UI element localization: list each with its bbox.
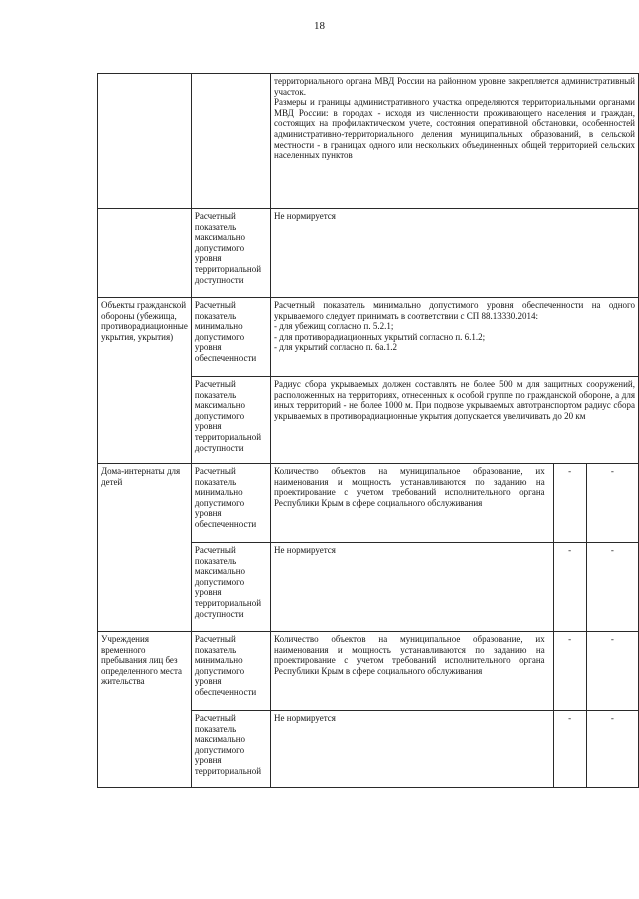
cell-indicator (191, 74, 270, 209)
cell-indicator: Расчетный показатель максимально допустимого уровня территориальной (191, 711, 270, 788)
cell-object-civil-defense: Объекты гражданской обороны (убежища, противорадиационные укрытия, укрытия) (98, 298, 192, 464)
cell-indicator: Расчетный показатель максимально допустимого уровня территориальной доступности (191, 377, 270, 464)
cell-dash: - (586, 711, 638, 788)
cell-value: Не нормируется (271, 711, 554, 788)
cell-dash: - (586, 543, 638, 632)
page-number: 18 (314, 20, 325, 32)
cell-object-temporary-shelters: Учреждения временного пребывания лиц без определенного места жительства (98, 632, 192, 788)
table-row (98, 74, 639, 209)
cell-dash: - (553, 711, 586, 788)
cell-dash: - (553, 632, 586, 711)
cell-object (98, 209, 192, 298)
cell-dash: - (586, 632, 638, 711)
norms-table (97, 73, 639, 788)
cell-indicator: Расчетный показатель максимально допустимого уровня территориальной доступности (191, 543, 270, 632)
cell-indicator: Расчетный показатель минимально допустимого уровня обеспеченности (191, 464, 270, 543)
cell-value: Не нормируется (271, 209, 639, 298)
cell-value: Расчетный показатель минимально допустимого уровня обеспеченности на одного укрываемого следует принимать в соответствии с СП 88.13330.2014: - для убежищ согласно п. 5.2.1; - для противорадиационных укрытий согласно п. 6.1.2; - для укрытий согласно п. 6а.1.2 (271, 298, 639, 377)
table-row (98, 464, 639, 543)
cell-value: Количество объектов на муниципальное образование, их наименования и мощность устанавливаются по заданию на проектирование с учетом требований исполнительного органа Республики Крым в сфере социального обслуживания (271, 632, 554, 711)
cell-value: территориального органа МВД России на районном уровне закрепляется административный участок. Размеры и границы административного участка определяются территориальными органами МВД России: в городах - исходя из численности проживающего населения и граждан, состоящих на профилактическом учете, состояния оперативной обстановки, особенностей административно-территориального деления муниципальных образований, в сельской местности - в границах одного или нескольких объединенных общей территорией сельских населенных пунктов (271, 74, 639, 209)
cell-value: Количество объектов на муниципальное образование, их наименования и мощность устанавливаются по заданию на проектирование с учетом требований исполнительного органа Республики Крым в сфере социального обслуживания (271, 464, 554, 543)
cell-dash: - (586, 464, 638, 543)
cell-value: Не нормируется (271, 543, 554, 632)
cell-object-childrens-homes: Дома-интернаты для детей (98, 464, 192, 632)
cell-value: Радиус сбора укрываемых должен составлять не более 500 м для защитных сооружений, расположенных на территориях, отнесенных к особой группе по гражданской обороне, а для иных территорий - не более 1000 м. При подвозе укрываемых автотранспортом радиус сбора укрываемых в противорадиационные укрытия допускается увеличивать до 20 км (271, 377, 639, 464)
cell-indicator: Расчетный показатель минимально допустимого уровня обеспеченности (191, 298, 270, 377)
cell-dash: - (553, 543, 586, 632)
table-row (98, 632, 639, 711)
cell-indicator: Расчетный показатель максимально допустимого уровня территориальной доступности (191, 209, 270, 298)
cell-dash: - (553, 464, 586, 543)
cell-object (98, 74, 192, 209)
cell-indicator: Расчетный показатель минимально допустимого уровня обеспеченности (191, 632, 270, 711)
table-row (98, 209, 639, 298)
table-row (98, 298, 639, 377)
